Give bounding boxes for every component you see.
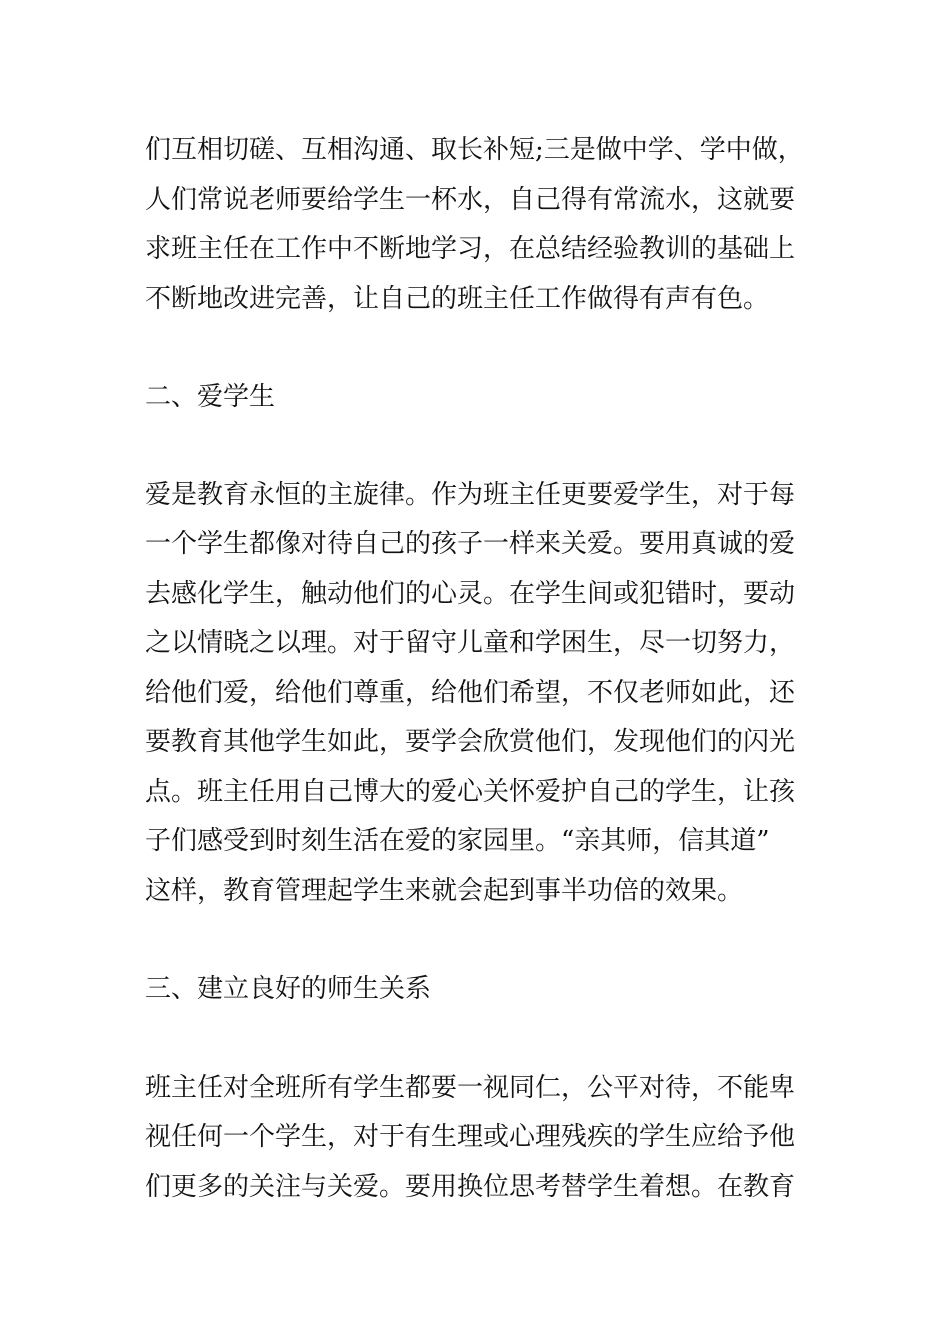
paragraph-line: 这样，教育管理起学生来就会起到事半功倍的效果。 xyxy=(145,876,744,906)
paragraph-line: 不断地改进完善，让自己的班主任工作做得有声有色。 xyxy=(145,284,770,314)
paragraph-line: 一个学生都像对待自己的孩子一样来关爱。要用真诚的爱 xyxy=(145,529,796,559)
paragraph-line: 视任何一个学生，对于有生理或心理残疾的学生应给予他 xyxy=(145,1122,796,1152)
paragraph-line: 子们感受到时刻生活在爱的家园里。“亲其师，信其道” xyxy=(145,826,770,856)
paragraph-line: 之以情晓之以理。对于留守儿童和学困生，尽一切努力， xyxy=(145,628,796,658)
paragraph-line: 求班主任在工作中不断地学习，在总结经验教训的基础上 xyxy=(145,234,796,264)
paragraph-line: 给他们爱，给他们尊重，给他们希望，不仅老师如此，还 xyxy=(145,678,796,708)
paragraph-line: 班主任对全班所有学生都要一视同仁，公平对待，不能卑 xyxy=(145,1073,796,1103)
paragraph-line: 人们常说老师要给学生一杯水，自己得有常流水，这就要 xyxy=(145,185,796,215)
section-heading: 三、建立良好的师生关系 xyxy=(145,974,432,1004)
section-heading: 二、爱学生 xyxy=(145,382,276,412)
paragraph-line: 们更多的关注与关爱。要用换位思考替学生着想。在教育 xyxy=(145,1172,796,1202)
paragraph-line: 们互相切磋、互相沟通、取长补短;三是做中学、学中做， xyxy=(145,135,804,165)
paragraph-line: 点。班主任用自己博大的爱心关怀爱护自己的学生，让孩 xyxy=(145,777,796,807)
paragraph-line: 爱是教育永恒的主旋律。作为班主任更要爱学生，对于每 xyxy=(145,480,796,510)
paragraph-line: 要教育其他学生如此，要学会欣赏他们，发现他们的闪光 xyxy=(145,727,796,757)
paragraph-line: 去感化学生，触动他们的心灵。在学生间或犯错时，要动 xyxy=(145,579,796,609)
